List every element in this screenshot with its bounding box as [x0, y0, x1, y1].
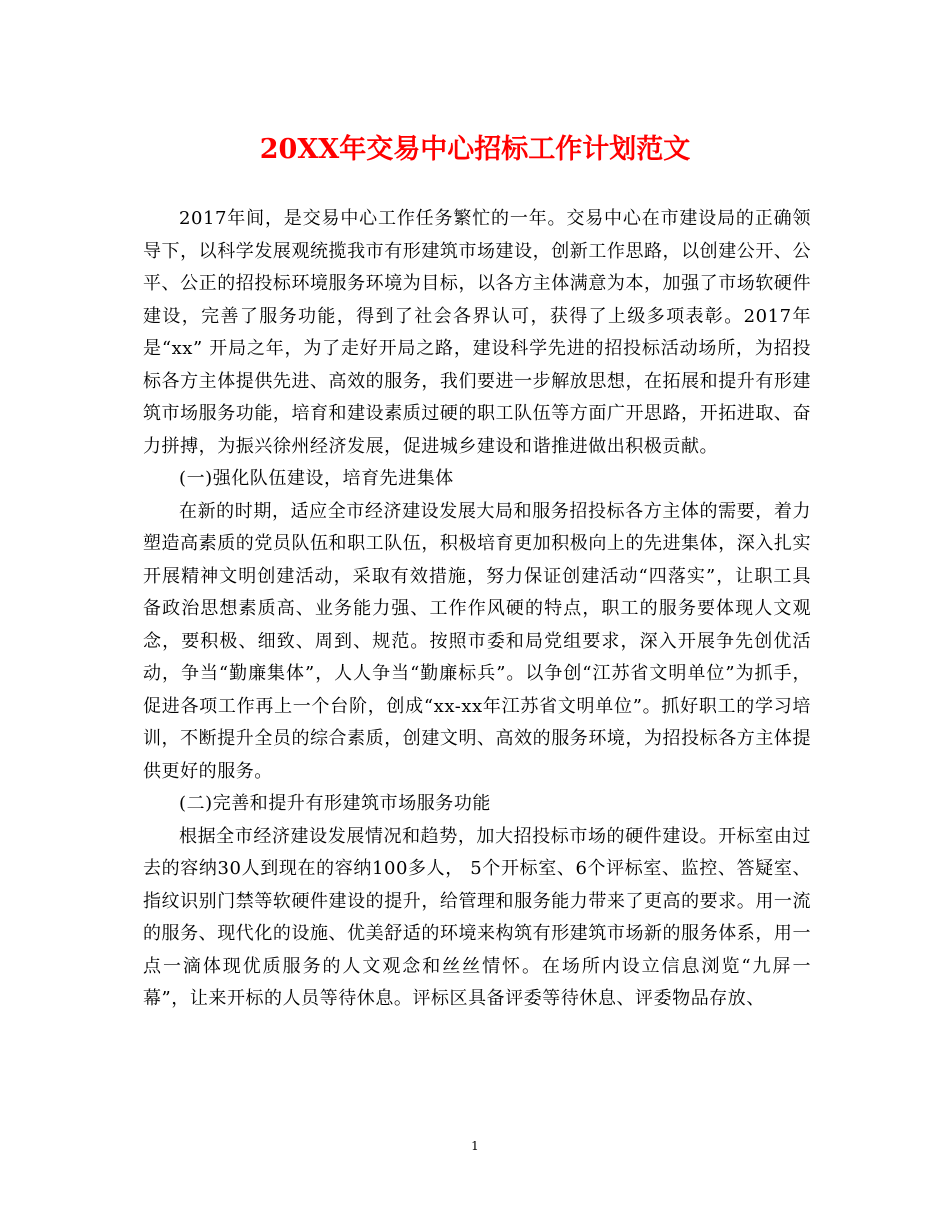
paragraph-section-2: 根据全市经济建设发展情况和趋势，加大招投标市场的硬件建设。开标室由过去的容纳30人到现在的容纳100多人， 5个开标室、6个评标室、监控、答疑室、指纹识别门禁等软硬件建设的提升，给管理和服务能力带来了更高的要求。用一流的服务、现代化的设施、优美舒适的环境来构筑有形建筑市场新的服务体系，用一点一滴体现优质服务的人文观念和丝丝情怀。在场所内设立信息浏览“九屏一幕”，让来开标的人员等待休息。评标区具备评委等待休息、评委物品存放、 — [143, 825, 811, 1009]
document-title: 20XX年交易中心招标工作计划范文 — [259, 134, 691, 165]
paragraph-intro: 2017年间，是交易中心工作任务繁忙的一年。交易中心在市建设局的正确领导下，以科学发展观统揽我市有形建筑市场建设，创新工作思路，以创建公开、公平、公正的招投标环境服务环境为目标，以各方主体满意为本，加强了市场软硬件建设，完善了服务功能，得到了社会各界认可，获得了上级多项表彰。2017年是“xx” 开局之年，为了走好开局之路，建设科学先进的招投标活动场所，为招投标各方主体提供先进、高效的服务，我们要进一步解放思想，在拓展和提升有形建筑市场服务功能，培育和建设素质过硬的职工队伍等方面广开思路，开拓进取、奋力拼搏，为振兴徐州经济发展，促进城乡建设和谐推进做出积极贡献。 — [143, 208, 811, 457]
page-number: 1 — [471, 1139, 479, 1153]
section-heading-2: (二)完善和提升有形建筑市场服务功能 — [179, 793, 491, 814]
section-heading-1: (一)强化队伍建设，培育先进集体 — [179, 468, 454, 489]
paragraph-section-1: 在新的时期，适应全市经济建设发展大局和服务招投标各方主体的需要，着力塑造高素质的党员队伍和职工队伍，积极培育更加积极向上的先进集体，深入扎实开展精神文明创建活动，采取有效措施，努力保证创建活动“四落实”，让职工具备政治思想素质高、业务能力强、工作作风硬的特点，职工的服务要体现人文观念，要积极、细致、周到、规范。按照市委和局党组要求，深入开展争先创优活动，争当“勤廉集体”，人人争当“勤廉标兵”。以争创“江苏省文明单位”为抓手，促进各项工作再上一个台阶，创成“xx-xx年江苏省文明单位”。抓好职工的学习培训，不断提升全员的综合素质，创建文明、高效的服务环境，为招投标各方主体提供更好的服务。 — [143, 500, 811, 782]
document-body — [143, 203, 811, 1016]
